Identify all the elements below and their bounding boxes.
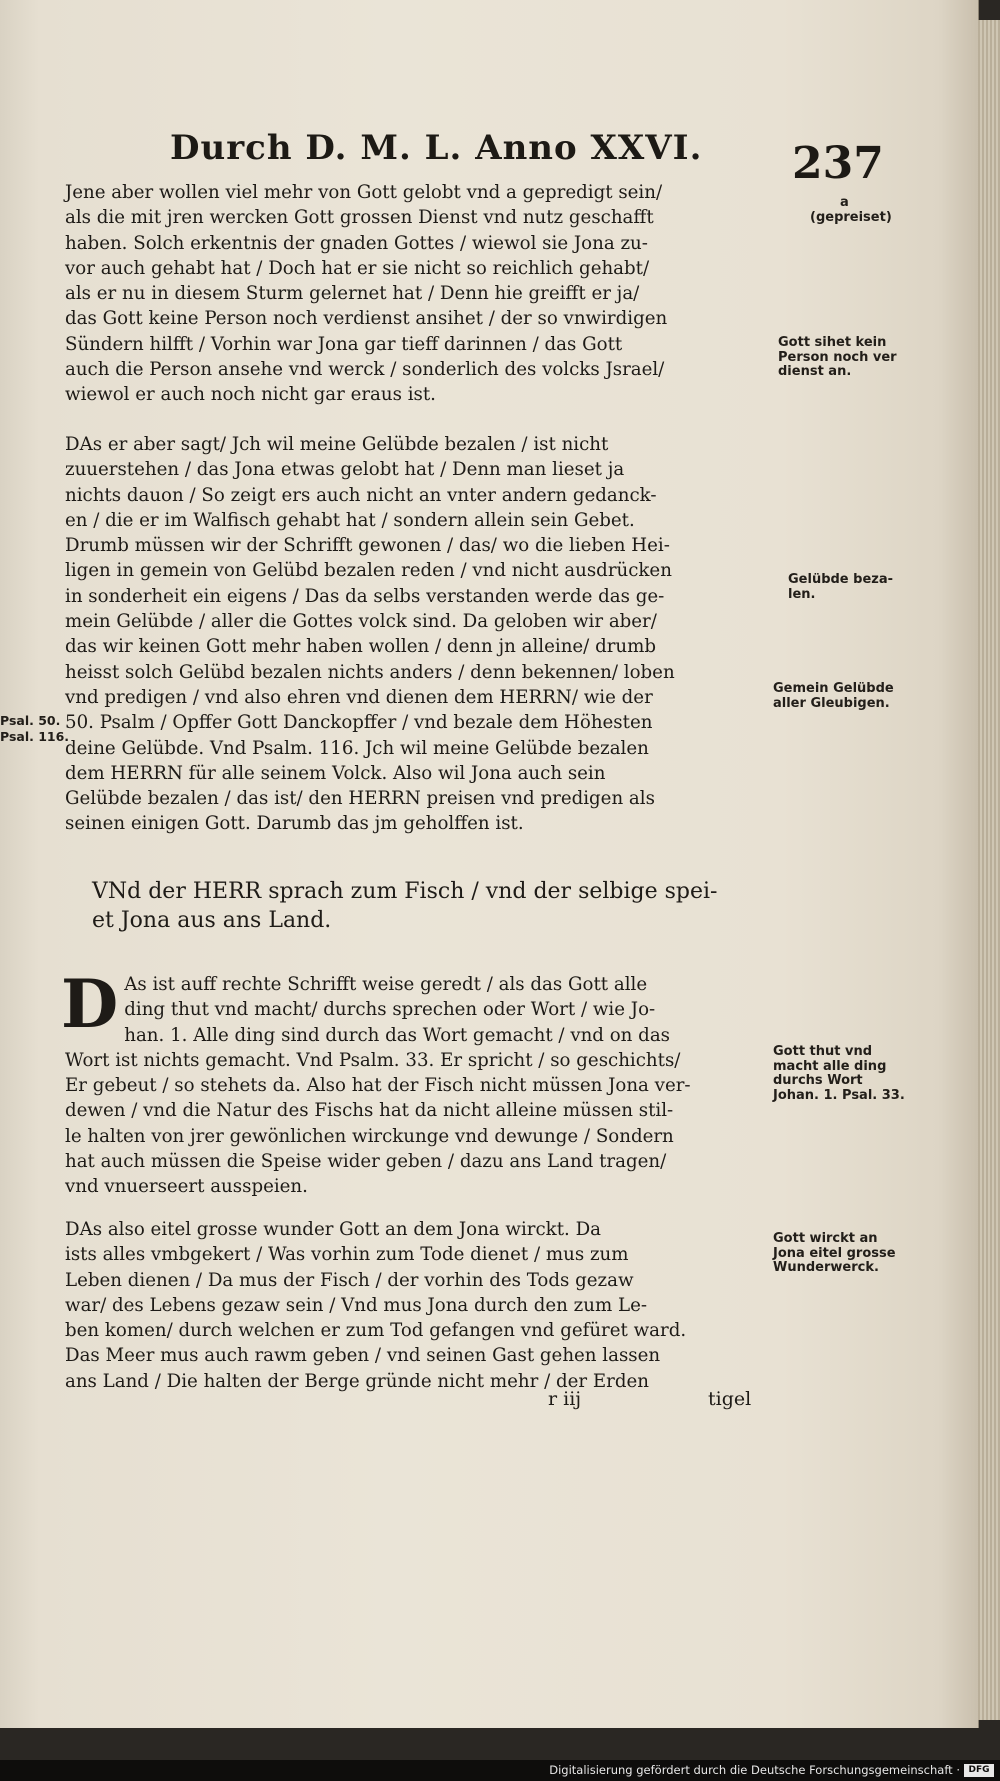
- margin-note-psalms: [0, 713, 70, 745]
- running-header: Durch D. M. L. Anno XXVI.: [170, 128, 703, 168]
- note-line: len.: [788, 586, 816, 602]
- text-line: ists alles vmbgekert / Was vorhin zum Tode dienet / mus zum: [65, 1244, 629, 1266]
- text-line: 50. Psalm / Opffer Gott Danckopffer / vnd bezale dem Höhesten: [65, 712, 653, 734]
- text-line: et Jona aus ans Land.: [92, 908, 332, 933]
- text-line: in sonderheit ein eigens / Das da selbs verstanden werde das ge-: [65, 585, 665, 607]
- note-line: Johan. 1. Psal. 33.: [773, 1087, 905, 1103]
- funding-credit: Digitalisierung gefördert durch die Deutsche Forschungsgemeinschaft ·: [549, 1763, 960, 1777]
- text-line: ding thut vnd macht/ durchs sprechen oder Wort / wie Jo-: [124, 999, 656, 1021]
- text-line: das Gott keine Person noch verdienst ansihet / der so vnwirdigen: [65, 308, 668, 330]
- note-line: Jona eitel grosse: [773, 1245, 896, 1261]
- text-line: ben komen/ durch welchen er zum Tod gefangen vnd gefüret ward.: [65, 1320, 687, 1342]
- text-line: mein Gelübde / aller die Gottes volck sind. Da geloben wir aber/: [65, 611, 657, 633]
- text-line: vnd vnuerseert ausspeien.: [65, 1176, 308, 1198]
- text-line: heisst solch Gelübd bezalen nichts anders / denn bekennen/ loben: [65, 661, 675, 683]
- page-number: 237: [792, 138, 884, 189]
- margin-note-gemein: [773, 682, 923, 711]
- text-line: Leben dienen / Da mus der Fisch / der vorhin des Tods gezaw: [65, 1269, 634, 1291]
- text-line: deine Gelübde. Vnd Psalm. 116. Jch wil meine Gelübde bezalen: [65, 737, 649, 759]
- text-line: As ist auff rechte Schrifft weise geredt / als das Gott alle: [124, 974, 648, 995]
- note-line: durchs Wort: [773, 1073, 863, 1088]
- text-line: auch die Person ansehe vnd werck / sonderlich des volcks Jsrael/: [65, 359, 665, 381]
- note-line: Gott wirckt an: [773, 1231, 878, 1246]
- note-line: Gelübde beza-: [788, 572, 894, 587]
- note-line: (gepreiset): [810, 209, 892, 225]
- margin-note-wort: [773, 1045, 923, 1103]
- margin-note-person: [778, 336, 928, 380]
- text-line: le halten von jrer gewönlichen wirckunge vnd dewunge / Sondern: [65, 1125, 674, 1147]
- text-line: Gelübde bezalen / das ist/ den HERRN preisen vnd predigen als: [65, 788, 655, 810]
- note-line: Gott thut vnd: [773, 1044, 873, 1059]
- text-line: haben. Solch erkentnis der gnaden Gottes / wiewol sie Jona zu-: [65, 232, 648, 254]
- text-line: vnd predigen / vnd also ehren vnd dienen dem HERRN/ wie der: [65, 686, 653, 708]
- text-line: han. 1. Alle ding sind durch das Wort gemacht / vnd on das: [124, 1024, 670, 1046]
- text-line: als er nu in diesem Sturm gelernet hat / Denn hie greifft er ja/: [65, 283, 640, 305]
- note-line: Gott sihet kein: [778, 335, 887, 350]
- catchword: tigel: [708, 1388, 752, 1410]
- margin-note-wunder: [773, 1232, 923, 1276]
- text-line: war/ des Lebens gezaw sein / Vnd mus Jona durch den zum Le-: [65, 1294, 647, 1316]
- text-line: Sündern hilfft / Vorhin war Jona gar tieff darinnen / das Gott: [65, 333, 623, 355]
- text-line: wiewol er auch noch nicht gar eraus ist.: [65, 384, 436, 406]
- text-line: en / die er im Walfisch gehabt hat / sondern allein sein Gebet.: [65, 509, 635, 531]
- note-line: Psal. 50.: [0, 713, 61, 728]
- text-line: dewen / vnd die Natur des Fischs hat da nicht alleine müssen stil-: [65, 1100, 674, 1122]
- text-line: Er gebeut / so stehets da. Also hat der Fisch nicht müssen Jona ver-: [65, 1075, 691, 1097]
- text-line: vor auch gehabt hat / Doch hat er sie nicht so reichlich gehabt/: [65, 257, 650, 279]
- drop-cap: D: [61, 965, 119, 1043]
- note-line: a: [840, 195, 849, 210]
- note-line: aller Gleubigen.: [773, 695, 890, 711]
- text-line: als die mit jren wercken Gott grossen Dienst vnd nutz geschafft: [65, 207, 654, 229]
- paragraph-1: [65, 180, 765, 408]
- note-line: Wunderwerck.: [773, 1260, 879, 1275]
- text-line: DAs er aber sagt/ Jch wil meine Gelübde bezalen / ist nicht: [65, 434, 609, 455]
- margin-note-a: [810, 196, 960, 225]
- paragraph-2: [65, 432, 765, 837]
- text-line: dem HERRN für alle seinem Volck. Also wil Jona auch sein: [65, 762, 606, 784]
- text-line: Jene aber wollen viel mehr von Gott gelobt vnd a gepredigt sein/: [65, 182, 663, 203]
- dfg-logo: DFG: [964, 1764, 994, 1777]
- note-line: Person noch ver: [778, 349, 897, 365]
- note-line: Psal. 116.: [0, 729, 70, 744]
- text-line: zuuerstehen / das Jona etwas gelobt hat / Denn man lieset ja: [65, 459, 625, 481]
- text-line: VNd der HERR sprach zum Fisch / vnd der selbige spei-: [92, 879, 718, 904]
- text-line: Das Meer mus auch rawm geben / vnd seinen Gast gehen lassen: [65, 1345, 661, 1367]
- text-line: DAs also eitel grosse wunder Gott an dem Jona wirckt. Da: [65, 1219, 601, 1240]
- note-line: macht alle ding: [773, 1058, 887, 1074]
- text-line: Wort ist nichts gemacht. Vnd Psalm. 33. Er spricht / so geschichts/: [65, 1049, 681, 1071]
- note-line: Gemein Gelübde: [773, 681, 894, 696]
- note-line: dienst an.: [778, 364, 852, 379]
- text-line: nichts dauon / So zeigt ers auch nicht an vnter andern gedanck-: [65, 484, 657, 506]
- text-line: das wir keinen Gott mehr haben wollen / denn jn alleine/ drumb: [65, 636, 657, 658]
- signature-mark: r iij: [548, 1388, 582, 1410]
- text-line: ans Land / Die halten der Berge gründe nicht mehr / der Erden: [65, 1370, 649, 1392]
- text-line: seinen einigen Gott. Darumb das jm geholffen ist.: [65, 813, 524, 835]
- scripture-quote: [92, 877, 792, 935]
- text-line: Drumb müssen wir der Schrifft gewonen / das/ wo die lieben Hei-: [65, 535, 670, 557]
- paragraph-5: [65, 1217, 765, 1394]
- margin-note-geluebde: [788, 573, 938, 602]
- text-line: ligen in gemein von Gelübd bezalen reden / vnd nicht ausdrücken: [65, 560, 672, 582]
- page-edge: [978, 20, 1000, 1720]
- text-line: hat auch müssen die Speise wider geben / dazu ans Land tragen/: [65, 1151, 667, 1173]
- paragraph-4: [61, 965, 765, 1200]
